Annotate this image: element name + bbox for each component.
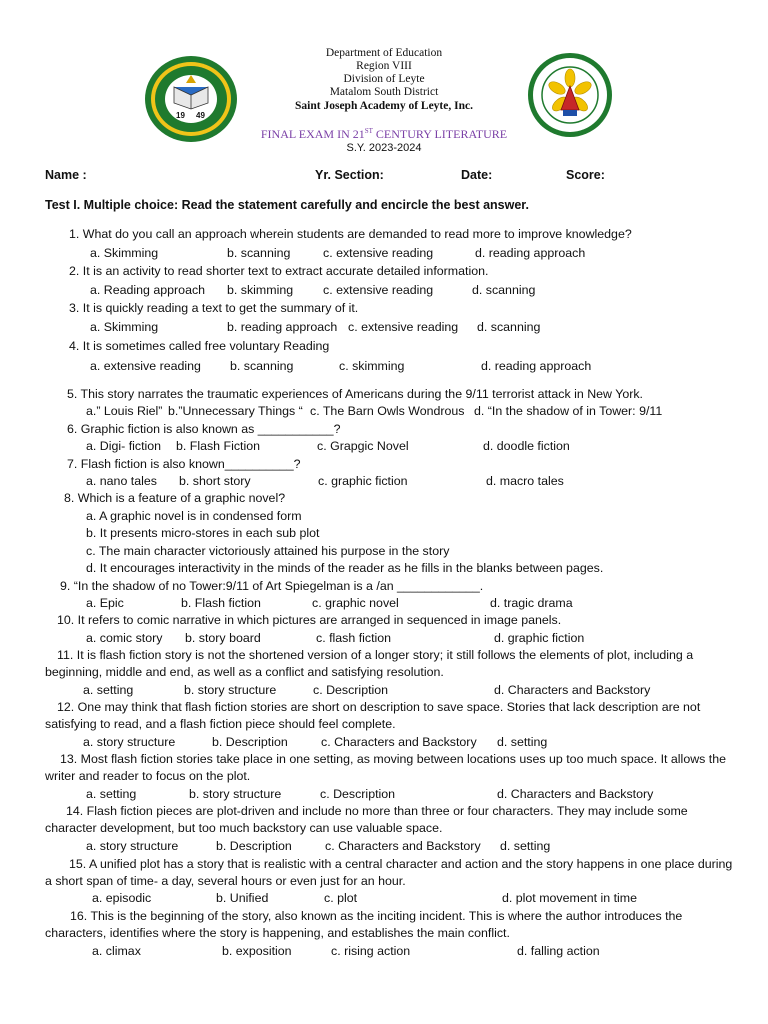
question-16-stem: 16. This is the beginning of the story, also known as the inciting incident. This is where the author introduces the characters, identifies where the story is happening, and establishes the main conflict. <box>45 909 683 941</box>
question-6-option-c[interactable]: c. Grapgic Novel <box>317 439 409 453</box>
question-15-option-d[interactable]: d. plot movement in time <box>502 891 637 905</box>
question-10-option-c[interactable]: c. flash fiction <box>316 631 392 645</box>
question-11-option-d[interactable]: d. Characters and Backstory <box>494 683 651 697</box>
date-field-label: Date: <box>461 168 493 182</box>
question-6-stem: 6. Graphic fiction is also known as ___________? <box>67 422 341 436</box>
question-14-stem: 14. Flash fiction pieces are plot-driven and include no more than three or four characters. They may include some character development, but too much backstory can use valuable space. <box>45 804 688 836</box>
question-6-option-d[interactable]: d. doodle fiction <box>483 439 570 453</box>
question-5-stem: 5. This story narrates the traumatic experiences of Americans during the 9/11 terrorist attack in New York. <box>67 387 643 401</box>
question-10-stem: 10. It refers to comic narrative in which pictures are arranged in sequenced in image panels. <box>57 613 562 627</box>
question-8-stem: 8. Which is a feature of a graphic novel? <box>64 491 286 505</box>
exam-title-post: CENTURY LITERATURE <box>372 127 508 141</box>
question-10-option-d[interactable]: d. graphic fiction <box>494 631 585 645</box>
question-13-option-b[interactable]: b. story structure <box>189 787 282 801</box>
question-5-option-b[interactable]: b.”Unnecessary Things “ <box>168 404 303 418</box>
question-1-option-c[interactable]: c. extensive reading <box>323 246 434 260</box>
test-instructions: Test I. Multiple choice: Read the statement carefully and encircle the best answer. <box>45 198 529 212</box>
exam-title-sup: ST <box>364 127 373 135</box>
question-2-option-a[interactable]: a. Reading approach <box>90 283 206 297</box>
question-16-option-b[interactable]: b. exposition <box>222 944 292 958</box>
question-3-option-b[interactable]: b. reading approach <box>227 320 338 334</box>
question-7-option-a[interactable]: a. nano tales <box>86 474 157 488</box>
question-8-option-c[interactable]: c. The main character victoriously attained his purpose in the story <box>86 544 450 558</box>
question-14-option-c[interactable]: c. Characters and Backstory <box>325 839 481 853</box>
question-13-stem: 13. Most flash fiction stories take place in one setting, as moving between locations uses up too much space. It allows the writer and reader to focus on the plot. <box>45 752 727 784</box>
question-4-option-b[interactable]: b. scanning <box>230 359 294 373</box>
question-13-option-c[interactable]: c. Description <box>320 787 396 801</box>
question-16-option-c[interactable]: c. rising action <box>331 944 411 958</box>
question-16-option-a[interactable]: a. climax <box>92 944 141 958</box>
question-16-option-d[interactable]: d. falling action <box>517 944 600 958</box>
division-seal-logo <box>527 52 613 138</box>
question-9-option-b[interactable]: b. Flash fiction <box>181 596 261 610</box>
seal-year-left: 19 <box>176 111 185 120</box>
question-10-option-b[interactable]: b. story board <box>185 631 261 645</box>
question-3-stem: 3. It is quickly reading a text to get the summary of it. <box>69 301 359 315</box>
question-9-option-a[interactable]: a. Epic <box>86 596 124 610</box>
question-15-option-c[interactable]: c. plot <box>324 891 358 905</box>
question-11-option-a[interactable]: a. setting <box>83 683 134 697</box>
question-1-stem: 1. What do you call an approach wherein students are demanded to read more to improve knowledge? <box>69 227 632 241</box>
question-15-stem: 15. A unified plot has a story that is realistic with a central character and action and the story happens in one place during a short span of time- a day, several hours or even just for an hour. <box>45 857 733 889</box>
question-2-stem: 2. It is an activity to read shorter text to extract accurate detailed information. <box>69 264 489 278</box>
question-1-option-d[interactable]: d. reading approach <box>475 246 586 260</box>
question-11-option-b[interactable]: b. story structure <box>184 683 277 697</box>
question-5-option-c[interactable]: c. The Barn Owls Wondrous <box>310 404 465 418</box>
question-13-option-d[interactable]: d. Characters and Backstory <box>497 787 654 801</box>
header-line-division: Division of Leyte <box>343 73 425 85</box>
question-9-stem: 9. “In the shadow of no Tower:9/11 of Art Spiegelman is a /an ____________. <box>60 579 484 593</box>
question-7-option-d[interactable]: d. macro tales <box>486 474 564 488</box>
question-11-option-c[interactable]: c. Description <box>313 683 389 697</box>
header-line-department: Department of Education <box>325 47 443 59</box>
seal-year-right: 49 <box>196 111 205 120</box>
question-1-option-a[interactable]: a. Skimming <box>90 246 159 260</box>
question-3-option-a[interactable]: a. Skimming <box>90 320 159 334</box>
question-8-option-d[interactable]: d. It encourages interactivity in the minds of the reader as he fills in the blanks between pages. <box>86 561 604 575</box>
question-11-stem: 11. It is flash fiction story is not the shortened version of a longer story; it still follows the elements of plot, including a beginning, middle and end, as well as a conflict and satisfying resolution. <box>45 648 694 680</box>
question-7-stem: 7. Flash fiction is also known__________? <box>67 457 301 471</box>
exam-title <box>0 127 768 142</box>
question-15-option-b[interactable]: b. Unified <box>216 891 269 905</box>
question-12-option-c[interactable]: c. Characters and Backstory <box>321 735 477 749</box>
question-14-option-d[interactable]: d. setting <box>500 839 551 853</box>
question-8-option-a[interactable]: a. A graphic novel is in condensed form <box>86 509 302 523</box>
question-9-option-d[interactable]: d. tragic drama <box>490 596 573 610</box>
school-year: S.Y. 2023-2024 <box>346 142 422 154</box>
question-5-option-d[interactable]: d. “In the shadow of in Tower: 9/11 <box>474 404 663 418</box>
question-8-option-b[interactable]: b. It presents micro-stores in each sub plot <box>86 526 320 540</box>
question-14-option-a[interactable]: a. story structure <box>86 839 179 853</box>
question-5-option-a[interactable]: a.” Louis Riel” <box>86 404 163 418</box>
question-13-option-a[interactable]: a. setting <box>86 787 137 801</box>
exam-title-pre: FINAL EXAM IN 21 <box>260 127 365 141</box>
header-line-district: Matalom South District <box>329 86 439 98</box>
question-2-option-d[interactable]: d. scanning <box>472 283 536 297</box>
question-3-option-c[interactable]: c. extensive reading <box>348 320 459 334</box>
question-14-option-b[interactable]: b. Description <box>216 839 292 853</box>
question-4-option-c[interactable]: c. skimming <box>339 359 405 373</box>
question-10-option-a[interactable]: a. comic story <box>86 631 163 645</box>
question-7-option-c[interactable]: c. graphic fiction <box>318 474 408 488</box>
question-9-option-c[interactable]: c. graphic novel <box>312 596 399 610</box>
question-12-option-d[interactable]: d. setting <box>497 735 548 749</box>
header-school-name: Saint Joseph Academy of Leyte, Inc. <box>295 100 473 112</box>
question-6-option-a[interactable]: a. Digi- fiction <box>86 439 162 453</box>
question-12-option-b[interactable]: b. Description <box>212 735 288 749</box>
question-12-option-a[interactable]: a. story structure <box>83 735 176 749</box>
question-6-option-b[interactable]: b. Flash Fiction <box>176 439 261 453</box>
question-1-option-b[interactable]: b. scanning <box>227 246 291 260</box>
question-2-option-b[interactable]: b. skimming <box>227 283 294 297</box>
question-2-option-c[interactable]: c. extensive reading <box>323 283 434 297</box>
question-4-option-d[interactable]: d. reading approach <box>481 359 592 373</box>
question-7-option-b[interactable]: b. short story <box>179 474 251 488</box>
header-line-region: Region VIII <box>356 60 412 72</box>
question-12-stem: 12. One may think that flash fiction stories are short on description to save space. Stories that lack description are not satisfying to read, and a flash fiction piece should feel complete. <box>45 700 701 732</box>
question-3-option-d[interactable]: d. scanning <box>477 320 541 334</box>
section-field-label: Yr. Section: <box>315 168 384 182</box>
question-4-option-a[interactable]: a. extensive reading <box>90 359 201 373</box>
name-field-label: Name : <box>45 168 87 182</box>
question-15-option-a[interactable]: a. episodic <box>92 891 152 905</box>
score-field-label: Score: <box>566 168 605 182</box>
question-4-stem: 4. It is sometimes called free voluntary Reading <box>69 339 330 353</box>
